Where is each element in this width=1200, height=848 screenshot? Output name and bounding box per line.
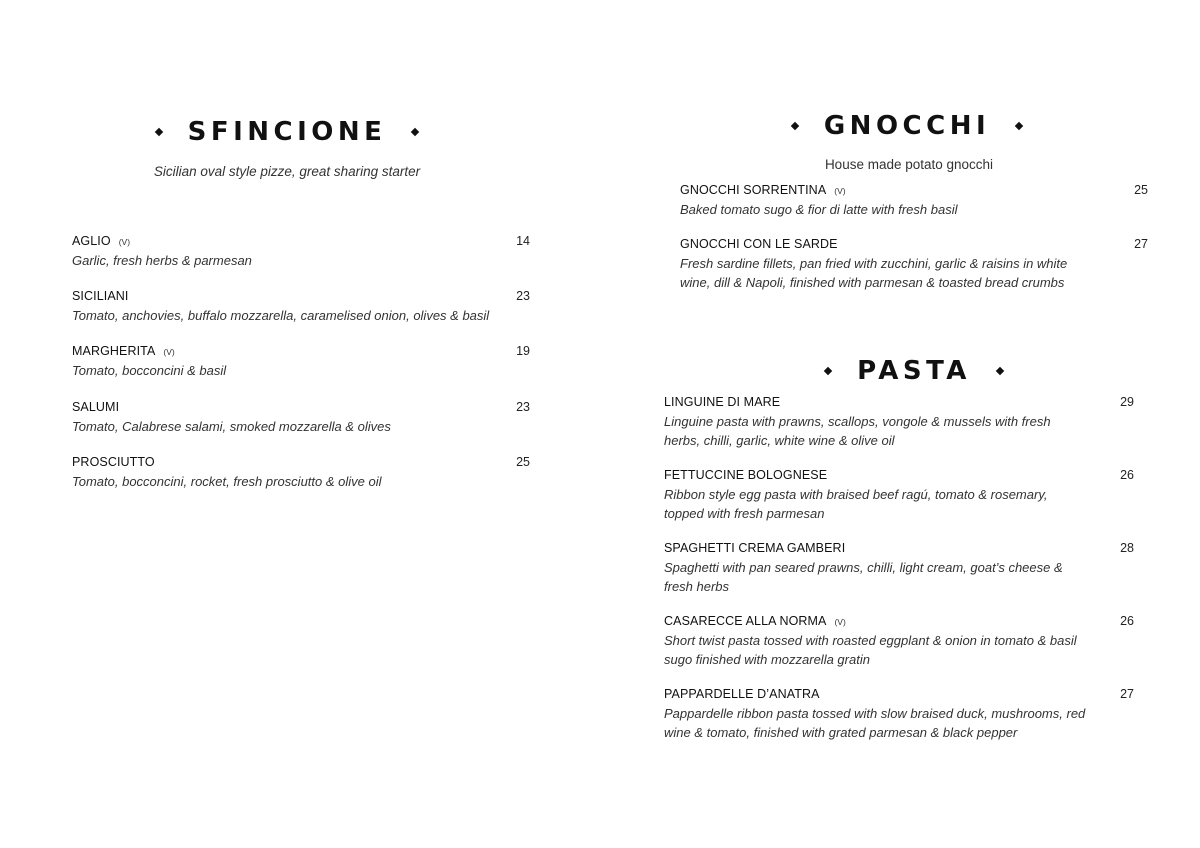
description-line: Pappardelle ribbon pasta tossed with slow braised duck, mushrooms, red xyxy=(664,706,1086,721)
item-name: FETTUCCINE BOLOGNESE xyxy=(664,468,828,482)
description-line: wine & tomato, finished with grated parmesan & black pepper xyxy=(664,724,1018,740)
item-price: 27 xyxy=(1120,687,1134,701)
description-line: Short twist pasta tossed with roasted eggplant & onion in tomato & basil xyxy=(664,633,1077,648)
vegetarian-marker: (V) xyxy=(118,237,131,247)
sfincione-heading xyxy=(107,117,467,147)
menu-item xyxy=(680,237,1148,292)
diamond-icon xyxy=(154,128,162,136)
description-line: herbs, chilli, garlic, white wine & olive oil xyxy=(664,432,895,448)
diamond-icon xyxy=(824,367,832,375)
item-price: 19 xyxy=(516,344,530,358)
item-name: CASARECCE ALLA NORMA xyxy=(664,614,827,628)
item-price: 23 xyxy=(516,289,530,303)
item-description xyxy=(680,255,1148,292)
gnocchi-heading xyxy=(727,111,1087,141)
item-description xyxy=(664,413,1134,450)
item-price: 29 xyxy=(1120,395,1134,409)
item-name: AGLIO xyxy=(72,234,111,248)
description-line: Spaghetti with pan seared prawns, chilli, light cream, goat’s cheese & xyxy=(664,560,1063,575)
description-line: Fresh sardine fillets, pan fried with zucchini, garlic & raisins in white xyxy=(680,256,1068,271)
diamond-icon xyxy=(791,122,799,130)
diamond-icon xyxy=(411,128,419,136)
menu-item xyxy=(72,344,530,381)
description-line: topped with fresh parmesan xyxy=(664,505,825,521)
item-name: SALUMI xyxy=(72,400,120,414)
item-description xyxy=(664,559,1134,596)
item-description xyxy=(664,632,1134,669)
menu-item xyxy=(72,289,530,326)
description-line: Linguine pasta with prawns, scallops, vongole & mussels with fresh xyxy=(664,414,1051,429)
pasta-heading xyxy=(734,356,1094,386)
item-name: PAPPARDELLE D’ANATRA xyxy=(664,687,820,701)
section-subtitle: House made potato gnocchi xyxy=(824,157,994,172)
description-line: Baked tomato sugo & fior di latte with fresh basil xyxy=(680,202,958,217)
item-description: Garlic, fresh herbs & parmesan xyxy=(72,253,252,268)
item-name: SPAGHETTI CREMA GAMBERI xyxy=(664,541,846,555)
item-name: SICILIANI xyxy=(72,289,129,303)
menu-item xyxy=(664,541,1134,596)
description-line: Ribbon style egg pasta with braised beef ragú, tomato & rosemary, xyxy=(664,487,1048,502)
item-price: 26 xyxy=(1120,468,1134,482)
item-price: 25 xyxy=(516,455,530,469)
item-description: Tomato, bocconcini & basil xyxy=(72,363,227,378)
item-description: Tomato, anchovies, buffalo mozzarella, caramelised onion, olives & basil xyxy=(72,308,490,323)
item-name: MARGHERITA xyxy=(72,344,156,358)
menu-item xyxy=(664,468,1134,523)
vegetarian-marker: (V) xyxy=(834,186,846,196)
description-line: wine, dill & Napoli, finished with parmesan & toasted bread crumbs xyxy=(680,274,1065,290)
item-description xyxy=(664,486,1134,523)
menu-item xyxy=(664,687,1134,742)
menu-item xyxy=(680,183,1148,220)
description-line: fresh herbs xyxy=(664,578,730,594)
vegetarian-marker: (V) xyxy=(834,617,846,627)
section-subtitle: Sicilian oval style pizze, great sharing starter xyxy=(153,164,421,179)
section-title: SFINCIONE xyxy=(187,117,387,147)
item-price: 14 xyxy=(516,234,530,248)
description-line: sugo finished with mozzarella gratin xyxy=(664,651,870,667)
item-price: 23 xyxy=(516,400,530,414)
item-description: Tomato, Calabrese salami, smoked mozzarella & olives xyxy=(72,419,391,434)
menu-item xyxy=(72,234,530,271)
item-price: 26 xyxy=(1120,614,1134,628)
item-name: PROSCIUTTO xyxy=(72,455,155,469)
diamond-icon xyxy=(1015,122,1023,130)
menu-item xyxy=(72,400,530,437)
item-price: 28 xyxy=(1120,541,1134,555)
vegetarian-marker: (V) xyxy=(163,347,175,357)
item-name: GNOCCHI CON LE SARDE xyxy=(680,237,838,251)
menu-item xyxy=(72,455,530,492)
menu-item xyxy=(664,395,1134,450)
diamond-icon xyxy=(996,367,1004,375)
item-name: LINGUINE DI MARE xyxy=(664,395,781,409)
menu-item xyxy=(664,614,1134,669)
section-title: GNOCCHI xyxy=(823,111,991,141)
item-description xyxy=(680,201,1148,220)
item-description: Tomato, bocconcini, rocket, fresh prosciutto & olive oil xyxy=(72,474,382,489)
item-price: 27 xyxy=(1134,237,1148,251)
item-price: 25 xyxy=(1134,183,1148,197)
section-title: PASTA xyxy=(857,356,971,386)
item-name: GNOCCHI SORRENTINA xyxy=(680,183,827,197)
item-description xyxy=(664,705,1134,742)
